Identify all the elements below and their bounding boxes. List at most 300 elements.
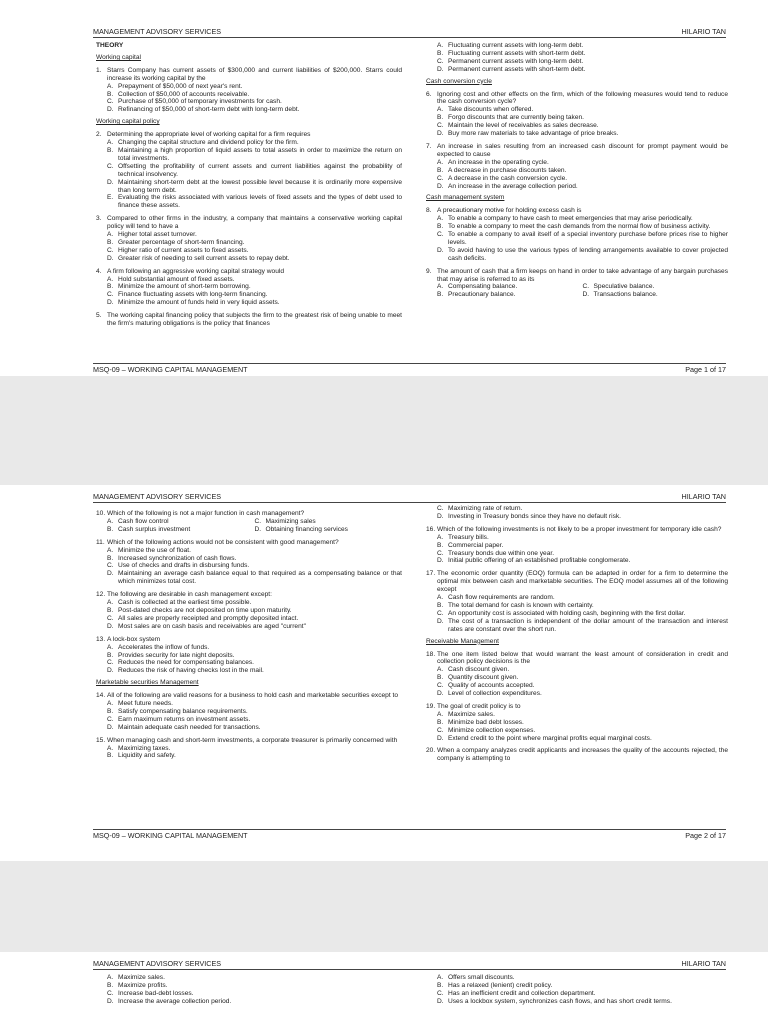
question-number: 1. (96, 66, 102, 74)
option-text: Provides security for late night deposits. (118, 651, 235, 659)
question-text: A firm following an aggressive working capital strategy would (107, 267, 285, 275)
option-text: Increased synchronization of cash flows. (118, 554, 237, 562)
option-text: Evaluating the risks associated with various levels of fixed assets and the types of debt used to finance these assets. (118, 194, 402, 210)
option-letter: C. (107, 291, 114, 299)
answer-option (96, 283, 402, 291)
question (96, 510, 402, 534)
question-text: The working capital financing policy that subjects the firm to the greatest risk of being unable to meet the firm's maturing obligations is the policy that finances (107, 312, 402, 328)
answer-option (426, 534, 728, 542)
answer-option (96, 239, 402, 247)
option-text: Minimize the use of float. (118, 546, 191, 554)
options-continued (426, 42, 728, 74)
option-text: A decrease in the cash conversion cycle. (448, 174, 568, 182)
answer-option (426, 610, 728, 618)
question-number: 2. (96, 131, 102, 139)
right-column (426, 505, 728, 763)
option-text: Meet future needs. (118, 700, 173, 708)
option-text: Cash is collected at the earliest time possible. (118, 599, 252, 607)
option-text: Most sales are on cash basis and receivables are aged "current" (118, 622, 306, 630)
option-letter: A. (437, 106, 444, 114)
option-text: Offsetting the profitability of current assets and current liabilities against the probability of technical insolvency. (118, 162, 402, 178)
question-text: The following are desirable in cash management except: (107, 591, 272, 599)
option-text: An opportunity cost is associated with holding cash, beginning with the first dollar. (448, 609, 686, 617)
answer-option (96, 247, 402, 255)
option-letter: C. (107, 98, 114, 106)
left-column (96, 42, 402, 328)
document-page-1 (0, 0, 768, 376)
option-letter: B. (437, 166, 444, 174)
options-continued (96, 974, 402, 1006)
option-text: Increase bad-debt losses. (118, 989, 194, 997)
answer-option (426, 247, 728, 263)
option-letter: A. (107, 546, 114, 554)
option-letter: C. (437, 989, 444, 997)
option-letter: D. (107, 723, 114, 731)
option-text: Fluctuating current assets with long-term debt. (448, 42, 584, 49)
footer-title: MSQ-09 – WORKING CAPITAL MANAGEMENT (93, 831, 248, 840)
page-number: Page 2 of 17 (685, 831, 726, 840)
answer-option (426, 974, 728, 982)
option-text: The total demand for cash is known with certainty. (448, 601, 594, 609)
page-header (93, 959, 726, 970)
option-text: Changing the capital structure and dividend policy for the firm. (118, 139, 299, 147)
option-text: To enable a company to meet the cash demands from the normal flow of business activity. (448, 223, 711, 231)
option-letter: D. (437, 512, 444, 520)
option-text: Obtaining financing services (265, 525, 348, 533)
option-letter: C. (107, 246, 114, 254)
answer-option (96, 998, 402, 1006)
question (426, 651, 728, 698)
option-text: Minimize the amount of funds held in very liquid assets. (118, 299, 280, 307)
page-number: Page 1 of 17 (685, 365, 726, 374)
option-letter: B. (107, 752, 114, 760)
answer-option (426, 130, 728, 138)
answer-option (107, 518, 255, 526)
option-letter: B. (437, 981, 444, 989)
question (426, 91, 728, 138)
header-title: MANAGEMENT ADVISORY SERVICES (93, 959, 222, 968)
answer-option (96, 179, 402, 195)
answer-option (426, 542, 728, 550)
page-footer (93, 363, 726, 374)
question-number: 5. (96, 312, 102, 320)
option-text: Quantity discount given. (448, 674, 519, 682)
answer-option (426, 66, 728, 74)
question (426, 703, 728, 743)
option-letter: C. (437, 122, 444, 130)
option-letter: D. (107, 178, 114, 186)
answer-option (426, 666, 728, 674)
option-text: Level of collection expenditures. (448, 690, 542, 698)
option-letter: A. (107, 231, 114, 239)
answer-option (255, 518, 403, 526)
option-letter: D. (107, 667, 114, 675)
option-letter: A. (107, 974, 114, 981)
option-text: Maintaining an average cash balance equal to that required as a compensating balance or that which minimizes total cost. (118, 570, 402, 586)
question-number: 20. (426, 747, 436, 755)
answer-option (426, 735, 728, 743)
answer-option (96, 194, 402, 210)
answer-option (96, 276, 402, 284)
answer-option (426, 550, 728, 558)
option-letter: B. (107, 554, 114, 562)
header-title: MANAGEMENT ADVISORY SERVICES (93, 492, 222, 501)
option-text: Has an inefficient credit and collection department. (448, 989, 596, 997)
answer-options-grid (426, 283, 728, 299)
option-text: Permanent current assets with long-term debt. (448, 57, 584, 65)
option-letter: A. (107, 599, 114, 607)
option-letter: B. (437, 601, 444, 609)
answer-option (583, 283, 729, 291)
option-letter: D. (107, 622, 114, 630)
question-text: Which of the following is not a major function in cash management? (107, 510, 305, 517)
question-number: 16. (426, 525, 436, 533)
answer-option (96, 745, 402, 753)
option-text: Treasury bills. (448, 533, 489, 541)
option-text: To enable a company to have cash to meet emergencies that may arise periodically. (448, 215, 693, 223)
question-number: 13. (96, 635, 106, 643)
answer-option (426, 114, 728, 122)
option-letter: B. (107, 606, 114, 614)
section-title: Working capital policy (96, 118, 160, 126)
answer-option (96, 255, 402, 263)
answer-option (426, 982, 728, 990)
option-text: Cash flow requirements are random. (448, 594, 555, 602)
option-letter: C. (582, 283, 590, 291)
option-letter: A. (107, 82, 114, 90)
question-number: 8. (426, 207, 432, 215)
option-text: Minimize bad debt losses. (448, 718, 524, 726)
page-footer (93, 829, 726, 840)
option-text: Use of checks and drafts in disbursing funds. (118, 562, 250, 570)
answer-option (96, 724, 402, 732)
answer-option (426, 682, 728, 690)
answer-option (426, 711, 728, 719)
option-text: To avoid having to use the various types of lending arrangements available to cover projected cash deficits. (448, 246, 728, 262)
question (96, 215, 402, 262)
question-number: 7. (426, 142, 432, 150)
answer-option (426, 231, 728, 247)
option-letter: C. (107, 659, 114, 667)
answer-option (96, 98, 402, 106)
option-letter: B. (437, 223, 444, 231)
question-number: 4. (96, 267, 102, 275)
option-text: Higher ratio of current assets to fixed assets. (118, 246, 249, 254)
option-letter: A. (437, 283, 444, 291)
answer-option (96, 652, 402, 660)
answer-option (426, 674, 728, 682)
question (96, 737, 402, 761)
option-letter: B. (107, 146, 114, 154)
option-letter: B. (107, 707, 114, 715)
option-letter: D. (437, 130, 444, 138)
option-letter: C. (107, 162, 114, 170)
answer-option (96, 599, 402, 607)
option-text: Cash flow control (118, 517, 169, 525)
right-column (426, 42, 728, 299)
option-text: Treasury bonds due within one year. (448, 549, 555, 557)
question-number: 10. (96, 510, 106, 517)
header-author: HILARIO TAN (681, 27, 726, 36)
option-text: Higher total asset turnover. (118, 231, 197, 239)
question-text: An increase in sales resulting from an increased cash discount for prompt payment would be expected to cause (437, 142, 728, 158)
section-title: Marketable securities Management (96, 679, 199, 687)
answer-option (96, 291, 402, 299)
question-text: The economic order quantity (EOQ) formula can be adapted in order for a firm to determine the optimal mix between cash and marketable securities. The EOQ model assumes all of the following except (437, 570, 728, 594)
question-text: A precautionary motive for holding excess cash is (437, 207, 582, 215)
option-text: Maximizing taxes. (118, 744, 171, 752)
option-letter: C. (437, 682, 444, 690)
option-letter: D. (437, 246, 444, 254)
question (426, 207, 728, 262)
option-text: An increase in the operating cycle. (448, 158, 549, 166)
answer-option (426, 42, 728, 50)
answer-option (96, 716, 402, 724)
option-letter: A. (107, 275, 114, 283)
answer-option (583, 291, 729, 299)
document-page-3 (0, 952, 768, 1024)
option-letter: C. (107, 715, 114, 723)
option-letter: B. (107, 651, 114, 659)
answer-option (426, 618, 728, 634)
answer-option (437, 283, 583, 291)
section-title: Working capital (96, 53, 141, 61)
question-number: 15. (96, 736, 106, 744)
option-letter: A. (437, 42, 444, 49)
answer-option (96, 644, 402, 652)
answer-option (426, 175, 728, 183)
options-continued (426, 505, 728, 521)
question (96, 67, 402, 114)
question-text: A lock-box system (107, 635, 161, 643)
answer-option (426, 602, 728, 610)
option-letter: A. (437, 594, 444, 602)
header-title: MANAGEMENT ADVISORY SERVICES (93, 27, 222, 36)
option-text: Greater risk of needing to sell current assets to repay debt. (118, 254, 290, 262)
option-letter: C. (437, 505, 444, 512)
answer-option (96, 139, 402, 147)
answer-option (426, 167, 728, 175)
option-letter: C. (437, 726, 444, 734)
answer-option (426, 513, 728, 521)
answer-option (426, 719, 728, 727)
answer-option (96, 623, 402, 631)
option-letter: B. (437, 114, 444, 122)
question (96, 692, 402, 732)
section-title: Cash conversion cycle (426, 77, 492, 85)
answer-option (426, 557, 728, 565)
answer-option (96, 163, 402, 179)
option-text: Permanent current assets with short-term debt. (448, 65, 586, 73)
answer-option (96, 570, 402, 586)
header-author: HILARIO TAN (681, 959, 726, 968)
option-letter: B. (437, 49, 444, 57)
question-text: Determining the appropriate level of working capital for a firm requires (107, 131, 311, 139)
header-author: HILARIO TAN (681, 492, 726, 501)
option-text: Maximizing rate of return. (448, 505, 523, 512)
option-text: Precautionary balance. (448, 291, 516, 299)
question (426, 747, 728, 763)
answer-option (96, 231, 402, 239)
answer-option (426, 122, 728, 130)
answer-option (426, 594, 728, 602)
question-number: 14. (96, 692, 106, 700)
option-letter: B. (107, 283, 114, 291)
answer-option (96, 91, 402, 99)
option-letter: C. (437, 549, 444, 557)
question-text: The one item listed below that would warrant the least amount of consideration in credit and collection policy decisions is the (437, 650, 728, 666)
section-title: Receivable Management (426, 637, 499, 645)
answer-option (96, 83, 402, 91)
option-text: Accelerates the inflow of funds. (118, 643, 210, 651)
answer-option (96, 106, 402, 114)
option-letter: D. (107, 106, 114, 114)
option-text: Greater percentage of short-term financing. (118, 238, 245, 246)
answer-option (426, 58, 728, 66)
option-text: Compensating balance. (448, 283, 518, 291)
page-header (93, 492, 726, 503)
option-text: Transactions balance. (593, 291, 658, 299)
answer-option (437, 291, 583, 299)
answer-options-grid (96, 518, 402, 534)
answer-option (96, 299, 402, 307)
answer-option (96, 990, 402, 998)
option-text: Has a relaxed (lenient) credit policy. (448, 981, 553, 989)
option-text: Finance fluctuating assets with long-term financing. (118, 291, 268, 299)
question-text: Compared to other firms in the industry, a company that maintains a conservative working capital policy will tend to have a (107, 215, 402, 231)
option-text: Reduces the need for compensating balances. (118, 659, 254, 667)
answer-option (426, 223, 728, 231)
option-text: Liquidity and safety. (118, 752, 176, 760)
answer-option (426, 215, 728, 223)
question-text: The goal of credit policy is to (437, 702, 521, 710)
option-text: Earn maximum returns on investment assets. (118, 715, 251, 723)
right-column (426, 974, 728, 1006)
option-letter: B. (437, 291, 444, 299)
option-text: Take discounts when offered. (448, 106, 534, 114)
option-text: Increase the average collection period. (118, 997, 232, 1005)
question-text: When managing cash and short-term investments, a corporate treasurer is primarily concerned with (107, 736, 398, 744)
option-letter: D. (107, 570, 114, 578)
option-letter: A. (437, 666, 444, 674)
option-text: Offers small discounts. (448, 974, 515, 981)
option-letter: A. (437, 533, 444, 541)
question-number: 19. (426, 702, 436, 710)
question-text: When a company analyzes credit applicants and increases the quality of the accounts rejected, the company is attempting to (437, 747, 728, 763)
option-letter: C. (254, 517, 262, 525)
option-text: A decrease in purchase discounts taken. (448, 166, 567, 174)
answer-option (426, 998, 728, 1006)
option-letter: B. (107, 238, 114, 246)
answer-option (96, 147, 402, 163)
option-letter: D. (437, 690, 444, 698)
answer-option (96, 982, 402, 990)
option-text: Refinancing of $50,000 of short-term debt with long-term debt. (118, 106, 300, 114)
question-text: The amount of cash that a firm keeps on hand in order to take advantage of any bargain purchases that may arise is referred to as its (437, 267, 728, 283)
answer-option (96, 752, 402, 760)
question (96, 131, 402, 210)
option-letter: C. (437, 231, 444, 239)
question (96, 636, 402, 676)
option-text: Post-dated checks are not deposited on time upon maturity. (118, 606, 292, 614)
option-text: Extend credit to the point where marginal profits equal marginal costs. (448, 734, 652, 742)
answer-option (96, 667, 402, 675)
question-number: 11. (96, 538, 105, 546)
section-heading: THEORY (96, 42, 124, 49)
question (426, 268, 728, 300)
option-text: Maximize sales. (448, 710, 495, 718)
option-letter: A. (437, 215, 444, 223)
option-letter: B. (107, 90, 114, 98)
option-text: Commercial paper. (448, 541, 504, 549)
option-letter: E. (107, 194, 114, 202)
option-letter: D. (437, 557, 444, 565)
question (426, 570, 728, 633)
question-text: Starrs Company has current assets of $300,000 and current liabilities of $200,000. Starrs could increase its working capital by the (107, 66, 402, 82)
answer-option (255, 526, 403, 534)
option-text: Initial public offering of an established profitable conglomerate. (448, 557, 631, 565)
option-letter: B. (437, 541, 444, 549)
option-text: Collection of $50,000 of accounts receivable. (118, 90, 250, 98)
answer-option (426, 505, 728, 513)
question (96, 312, 402, 328)
answer-option (107, 526, 255, 534)
answer-option (96, 974, 402, 982)
option-text: Prepayment of $50,000 of next year's rent. (118, 82, 243, 90)
answer-option (426, 727, 728, 735)
answer-option (96, 562, 402, 570)
option-letter: C. (437, 57, 444, 65)
document-page-2 (0, 485, 768, 861)
option-text: Maintain adequate cash needed for transactions. (118, 723, 261, 731)
answer-option (426, 159, 728, 167)
answer-option (96, 607, 402, 615)
question-number: 9. (426, 267, 432, 275)
option-text: Purchase of $50,000 of temporary investments for cash. (118, 98, 282, 106)
option-letter: A. (437, 974, 444, 981)
option-letter: D. (437, 997, 444, 1005)
option-letter: A. (437, 158, 444, 166)
option-letter: D. (107, 254, 114, 262)
question-number: 3. (96, 215, 102, 223)
option-letter: D. (437, 617, 444, 625)
option-letter: B. (437, 718, 444, 726)
option-letter: B. (437, 674, 444, 682)
option-letter: B. (107, 525, 114, 533)
option-text: Satisfy compensating balance requirements. (118, 707, 248, 715)
option-letter: D. (107, 997, 114, 1005)
option-letter: A. (107, 643, 114, 651)
question-text: Which of the following actions would not be consistent with good management? (107, 538, 339, 546)
option-text: Minimize collection expenses. (448, 726, 536, 734)
answer-option (96, 708, 402, 716)
option-text: Speculative balance. (593, 283, 655, 291)
option-letter: D. (107, 299, 114, 307)
answer-option (426, 183, 728, 191)
option-letter: C. (107, 562, 114, 570)
answer-option (426, 106, 728, 114)
option-text: Minimize the amount of short-term borrowing. (118, 283, 251, 291)
answer-option (426, 690, 728, 698)
option-letter: A. (107, 700, 114, 708)
option-text: An increase in the average collection period. (448, 182, 578, 190)
question-text: Which of the following investments is not likely to be a proper investment for temporary idle cash? (437, 525, 722, 533)
option-text: The cost of a transaction is independent of the dollar amount of the transaction and interest rates are constant over the short run. (448, 617, 728, 633)
question (96, 268, 402, 308)
option-text: Reduces the risk of having checks lost in the mail. (118, 667, 264, 675)
answer-option (96, 555, 402, 563)
option-letter: C. (107, 614, 114, 622)
